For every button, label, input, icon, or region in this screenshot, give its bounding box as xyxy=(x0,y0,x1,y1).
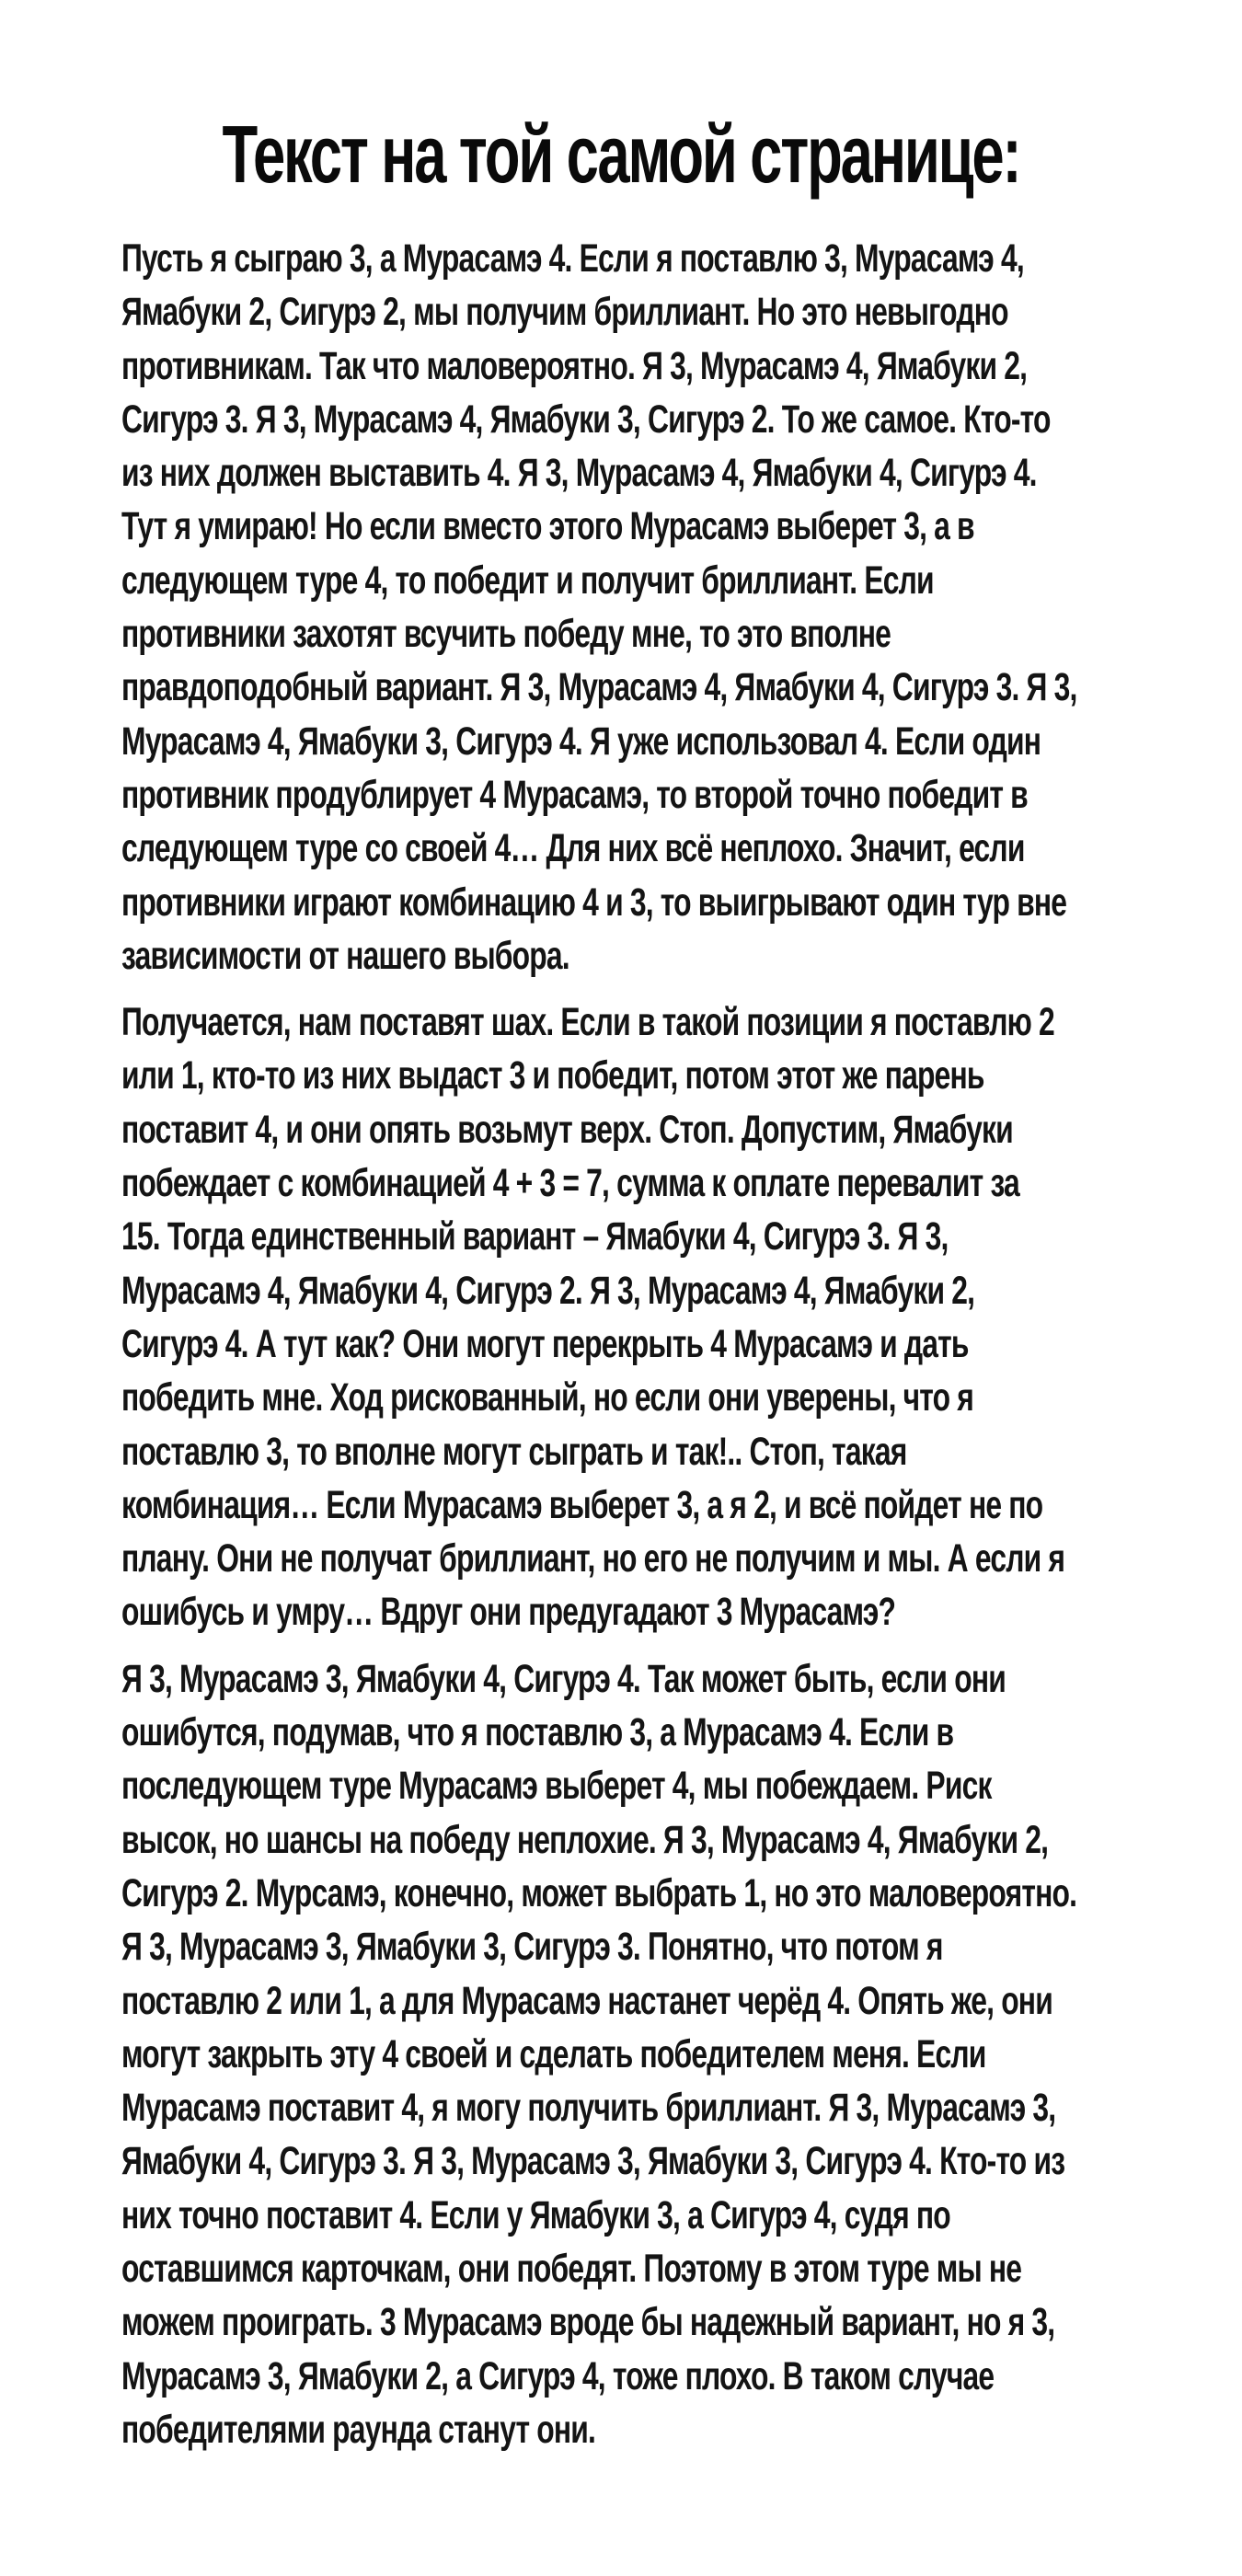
paragraph-1: Пусть я сыграю 3, а Мурасамэ 4. Если я поставлю 3, Мурасамэ 4, Ямабуки 2, Сигурэ 2, мы получим бриллиант. Но это невыгодно противникам. Так что маловероятно. Я 3, Мурасамэ 4, Ямабуки 2, Сигурэ 3. Я 3, Мурасамэ 4, Ямабуки 3, Сигурэ 2. То же самое. Кто-то из них должен выставить 4. Я 3, Мурасамэ 4, Ямабуки 4, Сигурэ 4. Тут я умираю! Но если вместо этого Мурасамэ выберет 3, а в следующем туре 4, то победит и получит бриллиант. Если противники захотят всучить победу мне, то это вполне правдоподобный вариант. Я 3, Мурасамэ 4, Ямабуки 4, Сигурэ 3. Я 3, Мурасамэ 4, Ямабуки 3, Сигурэ 4. Я уже использовал 4. Если один противник продублирует 4 Мурасамэ, то второй точно победит в следующем туре со своей 4… Для них всё неплохо. Значит, если противники играют комбинацию 4 и 3, то выигрывают один тур вне зависимости от нашего выбора. xyxy=(121,236,1077,978)
paragraph-2: Получается, нам поставят шах. Если в такой позиции я поставлю 2 или 1, кто-то из них выдаст 3 и победит, потом этот же парень поставит 4, и они опять возьмут верх. Стоп. Допустим, Ямабуки побеждает с комбинацией 4 + 3 = 7, сумма к оплате перевалит за 15. Тогда единственный вариант – Ямабуки 4, Сигурэ 3. Я 3, Мурасамэ 4, Ямабуки 4, Сигурэ 2. Я 3, Мурасамэ 4, Ямабуки 2, Сигурэ 4. А тут как? Они могут перекрыть 4 Мурасамэ и дать победить мне. Ход рискованный, но если они уверены, что я поставлю 3, то вполне могут сыграть и так!.. Стоп, такая комбинация… Если Мурасамэ выберет 3, а я 2, и всё пойдет не по плану. Они не получат бриллиант, но его не получим и мы. А если я ошибусь и умру… Вдруг они предугадают 3 Мурасамэ? xyxy=(121,1000,1065,1635)
body-text xyxy=(121,232,1129,2469)
paragraph-3: Я 3, Мурасамэ 3, Ямабуки 4, Сигурэ 4. Так может быть, если они ошибутся, подумав, что я поставлю 3, а Мурасамэ 4. Если в последующем туре Мурасамэ выберет 4, мы побеждаем. Риск высок, но шансы на победу неплохие. Я 3, Мурасамэ 4, Ямабуки 2, Сигурэ 2. Мурсамэ, конечно, может выбрать 1, но это маловероятно. Я 3, Мурасамэ 3, Ямабуки 3, Сигурэ 3. Понятно, что потом я поставлю 2 или 1, а для Мурасамэ настанет черёд 4. Опять же, они могут закрыть эту 4 своей и сделать победителем меня. Если Мурасамэ поставит 4, я могу получить бриллиант. Я 3, Мурасамэ 3, Ямабуки 4, Сигурэ 3. Я 3, Мурасамэ 3, Ямабуки 3, Сигурэ 4. Кто-то из них точно поставит 4. Если у Ямабуки 3, а Сигурэ 4, судя по оставшимся карточкам, они победят. Поэтому в этом туре мы не можем проиграть. 3 Мурасамэ вроде бы надежный вариант, но я 3, Мурасамэ 3, Ямабуки 2, а Сигурэ 4, тоже плохо. В таком случае победителями раунда станут они. xyxy=(121,1656,1077,2452)
page-title: Текст на той самой странице: xyxy=(222,109,1020,200)
